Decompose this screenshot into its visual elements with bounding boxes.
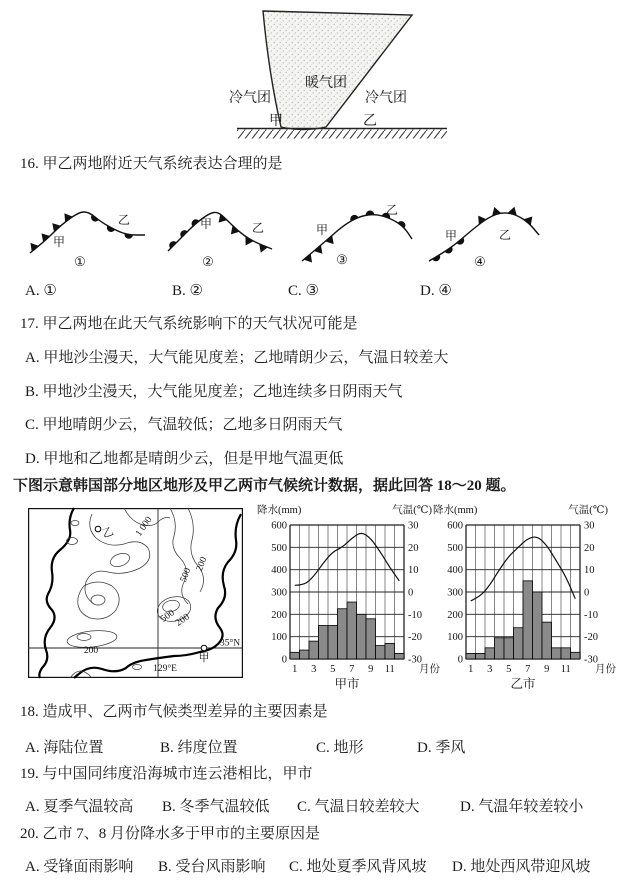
label-200-inner: 200 [174, 612, 192, 629]
question-17-stem: 17. 甲乙两地在此天气系统影响下的天气状况可能是 [20, 316, 358, 332]
label-35n: 35°N [220, 638, 241, 649]
ground-hatch [237, 130, 447, 139]
svg-text:9: 9 [368, 664, 374, 675]
svg-text:200: 200 [271, 609, 287, 621]
svg-text:100: 100 [447, 632, 463, 644]
svg-text:600: 600 [271, 520, 287, 532]
q19-choice-b: B. 冬季气温较低 [162, 799, 270, 815]
q18-choice-d: D. 季风 [417, 740, 466, 756]
svg-text:400: 400 [447, 565, 463, 577]
svg-text:500: 500 [271, 542, 287, 554]
front2-yi-label: 乙 [252, 221, 265, 235]
svg-text:-20: -20 [408, 632, 422, 644]
label-500-right: 500 [178, 566, 194, 584]
svg-text:30: 30 [408, 520, 419, 532]
svg-text:0: 0 [408, 587, 414, 599]
svg-text:3: 3 [311, 664, 317, 675]
contour-sw-peak [77, 634, 91, 641]
city-jia-marker [201, 645, 207, 651]
q16-choice-c: C. ③ [288, 283, 319, 299]
svg-text:20: 20 [408, 542, 419, 554]
site-jia-label: 甲 [269, 114, 283, 129]
svg-text:-30: -30 [584, 654, 598, 666]
front3-yi-label: 乙 [386, 203, 399, 217]
front2-number: ② [202, 254, 214, 269]
svg-text:11: 11 [384, 664, 395, 675]
svg-text:甲市: 甲市 [334, 677, 360, 691]
svg-text:5: 5 [506, 664, 512, 675]
coastline-west [39, 508, 74, 678]
svg-text:300: 300 [447, 587, 463, 599]
q19-choice-a: A. 夏季气温较高 [25, 799, 134, 815]
warm-airmass-label: 暖气团 [305, 76, 347, 91]
svg-text:0: 0 [584, 587, 590, 599]
svg-text:300: 300 [271, 587, 287, 599]
svg-text:0: 0 [281, 654, 287, 666]
question-20-stem: 20. 乙市 7、8 月份降水多于甲市的主要原因是 [20, 826, 321, 842]
svg-text:降水(mm): 降水(mm) [257, 505, 302, 516]
q17-choice-a: A. 甲地沙尘漫天，大气能见度差；乙地晴朗少云，气温日较差大 [25, 350, 449, 366]
q17-choice-d: D. 甲地和乙地都是晴朗少云，但是甲地气温更低 [25, 451, 344, 467]
q16-choice-b: B. ② [172, 283, 203, 299]
cold-airmass-right-label: 冷气团 [365, 91, 407, 106]
svg-text:9: 9 [544, 664, 550, 675]
q17-choice-c: C. 甲地晴朗少云，气温较低；乙地多日阴雨天气 [25, 417, 343, 433]
svg-text:20: 20 [584, 542, 595, 554]
label-200-sw: 200 [83, 646, 99, 656]
q19-choice-c: C. 气温日较差较大 [297, 799, 420, 815]
contour-central-peak [109, 551, 132, 569]
q18-choice-b: B. 纬度位置 [160, 740, 238, 756]
label-200-right: 200 [194, 555, 210, 573]
svg-text:1: 1 [468, 664, 474, 675]
q17-choice-b: B. 甲地沙尘漫天，大气能见度差；乙地连续多日阴雨天气 [25, 384, 403, 400]
korea-contour-map [28, 508, 243, 678]
contour-small-nw1 [71, 521, 79, 526]
svg-text:月份: 月份 [419, 664, 440, 675]
contour-small-s1 [133, 665, 142, 670]
city-yi-label: 乙 [100, 525, 116, 541]
cold-airmass-left-label: 冷气团 [229, 91, 271, 106]
q18-choice-a: A. 海陆位置 [25, 740, 104, 756]
front-diagram-2 [160, 197, 285, 269]
svg-text:11: 11 [560, 664, 571, 675]
q16-choice-d: D. ④ [420, 283, 452, 299]
frontal-system-figure [195, 5, 455, 147]
svg-text:-20: -20 [584, 632, 598, 644]
svg-text:10: 10 [584, 565, 595, 577]
front3-jia-label: 甲 [316, 223, 329, 237]
question-19-stem: 19. 与中国同纬度沿海城市连云港相比，甲市 [20, 766, 313, 782]
svg-text:5: 5 [330, 664, 336, 675]
svg-text:500: 500 [447, 542, 463, 554]
label-129e: 129°E [153, 664, 177, 674]
svg-text:200: 200 [447, 609, 463, 621]
svg-text:降水(mm): 降水(mm) [433, 505, 478, 516]
warm-sector-shape [263, 11, 412, 130]
front1-number: ① [74, 254, 86, 269]
front2-jia-label: 甲 [200, 217, 213, 231]
climate-chart-jia [256, 501, 440, 697]
svg-text:7: 7 [525, 664, 531, 675]
site-yi-label: 乙 [363, 114, 377, 129]
contour-right-inner [170, 508, 188, 604]
svg-text:600: 600 [447, 520, 463, 532]
q20-choice-c: C. 地处夏季风背风坡 [289, 859, 427, 875]
svg-text:100: 100 [271, 632, 287, 644]
front-diagram-1 [25, 197, 150, 269]
front4-jia-label: 甲 [445, 229, 458, 243]
front4-number: ④ [474, 254, 486, 269]
section-intro-18-20: 下图示意韩国部分地区地形及甲乙两市气候统计数据，据此回答 18～20 题。 [13, 478, 516, 494]
svg-text:-30: -30 [408, 654, 422, 666]
contour-centerleft-closed [78, 582, 119, 619]
q19-choice-d: D. 气温年较差较小 [460, 799, 584, 815]
climate-chart-yi [432, 501, 616, 697]
q16-choice-a: A. ① [25, 283, 57, 299]
label-500-inner: 500 [159, 608, 177, 625]
svg-text:气温(℃): 气温(℃) [392, 505, 432, 516]
svg-text:气温(℃): 气温(℃) [568, 505, 608, 516]
label-1000: 1 000 [134, 515, 155, 539]
q20-choice-d: D. 地处西风带迎风坡 [452, 859, 591, 875]
q20-choice-a: A. 受锋面雨影响 [25, 859, 134, 875]
contour-right-outer [188, 508, 204, 592]
front1-jia-label: 甲 [53, 235, 66, 249]
svg-text:月份: 月份 [595, 664, 616, 675]
front4-yi-label: 乙 [499, 228, 512, 242]
question-16-stem: 16. 甲乙两地附近天气系统表达合理的是 [20, 156, 283, 172]
svg-text:3: 3 [487, 664, 493, 675]
city-jia-label: 甲 [198, 652, 210, 664]
front-diagram-3 [298, 197, 423, 269]
svg-text:10: 10 [408, 565, 419, 577]
front3-number: ③ [336, 252, 348, 267]
front-diagram-4 [423, 197, 548, 269]
svg-text:-10: -10 [584, 609, 598, 621]
front1-yi-label: 乙 [118, 213, 131, 227]
svg-text:7: 7 [349, 664, 355, 675]
question-18-stem: 18. 造成甲、乙两市气候类型差异的主要因素是 [20, 704, 328, 720]
contour-centerleft-peak [91, 595, 105, 605]
svg-text:1: 1 [292, 664, 298, 675]
svg-text:-10: -10 [408, 609, 422, 621]
svg-text:30: 30 [584, 520, 595, 532]
coastline-east-south [74, 514, 241, 678]
q18-choice-c: C. 地形 [316, 740, 364, 756]
q20-choice-b: B. 受台风雨影响 [158, 859, 266, 875]
svg-text:0: 0 [457, 654, 463, 666]
svg-text:400: 400 [271, 565, 287, 577]
svg-text:乙市: 乙市 [510, 677, 536, 691]
